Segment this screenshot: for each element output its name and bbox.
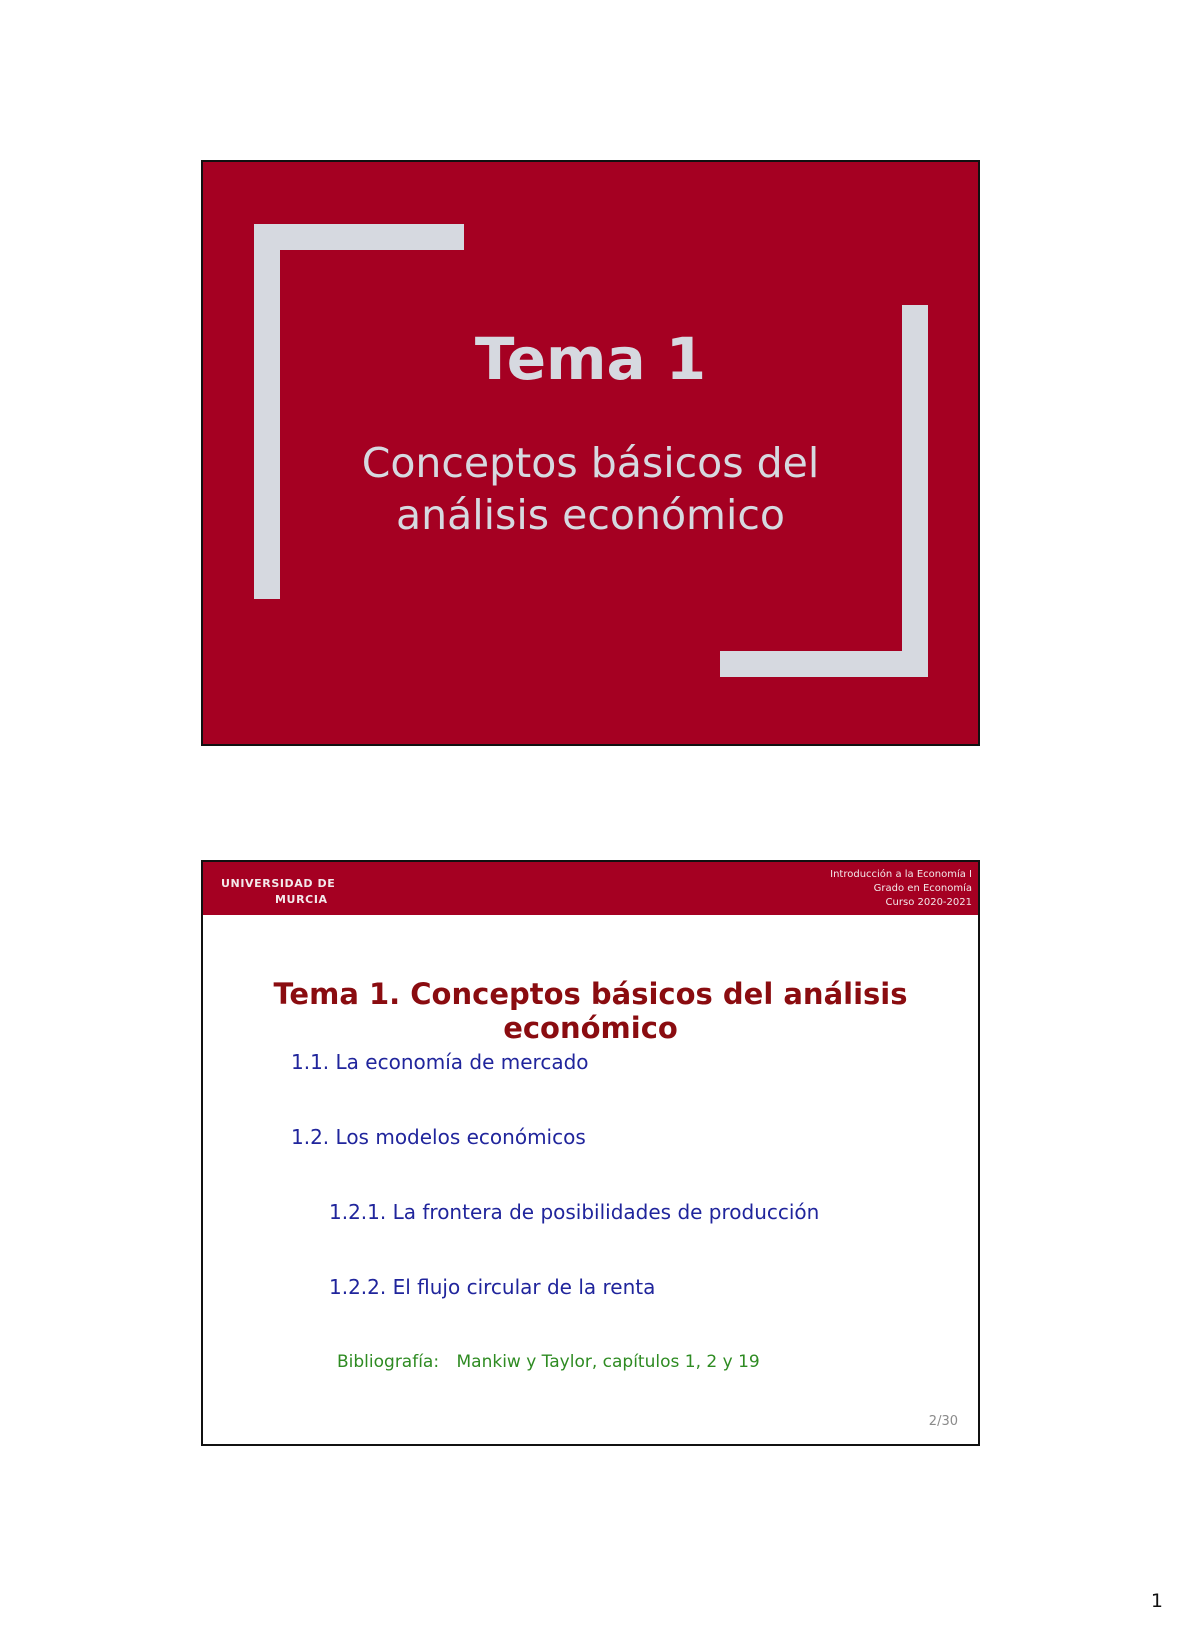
item-text: La economía de mercado: [335, 1050, 589, 1074]
item-number: 1.2.2.: [329, 1275, 387, 1299]
item-number: 1.2.: [291, 1125, 330, 1149]
corner-bracket-top-horizontal: [254, 224, 464, 250]
list-item: [329, 1200, 819, 1224]
bibliography-label: Bibliografía:: [337, 1352, 440, 1372]
subtitle-line-1: Conceptos básicos del: [361, 439, 820, 487]
corner-bracket-left-vertical: [254, 224, 280, 599]
course-info: [830, 868, 972, 910]
contents-slide: [201, 860, 980, 1446]
page-number: 1: [1150, 1590, 1163, 1612]
list-item: [329, 1275, 655, 1299]
bibliography-text: Mankiw y Taylor, capítulos 1, 2 y 19: [456, 1352, 760, 1372]
slide-number: 2/30: [928, 1414, 958, 1429]
item-text: La frontera de posibilidades de producción: [392, 1200, 820, 1224]
item-number: 1.1.: [291, 1050, 330, 1074]
slide-header: [203, 862, 978, 915]
item-number: 1.2.1.: [329, 1200, 387, 1224]
corner-bracket-bottom-horizontal: [720, 651, 928, 677]
title-slide: [201, 160, 980, 746]
item-text: Los modelos económicos: [335, 1125, 586, 1149]
course-line-1: Introducción a la Economía I: [830, 869, 972, 880]
course-line-2: Grado en Economía: [873, 883, 972, 894]
subtitle-line-2: análisis económico: [395, 491, 786, 540]
item-text: El flujo circular de la renta: [392, 1275, 656, 1299]
university-name: [221, 876, 335, 908]
university-line-1: UNIVERSIDAD DE: [221, 877, 336, 890]
contents-title: Tema 1. Conceptos básicos del análisis económico: [273, 977, 908, 1045]
bibliography: [337, 1352, 760, 1372]
slide-subtitle: [203, 437, 978, 541]
university-line-2: MURCIA: [275, 893, 328, 906]
list-item: [291, 1050, 589, 1074]
course-line-3: Curso 2020-2021: [885, 897, 972, 908]
list-item: [291, 1125, 586, 1149]
slide-title: Tema 1: [474, 325, 707, 393]
